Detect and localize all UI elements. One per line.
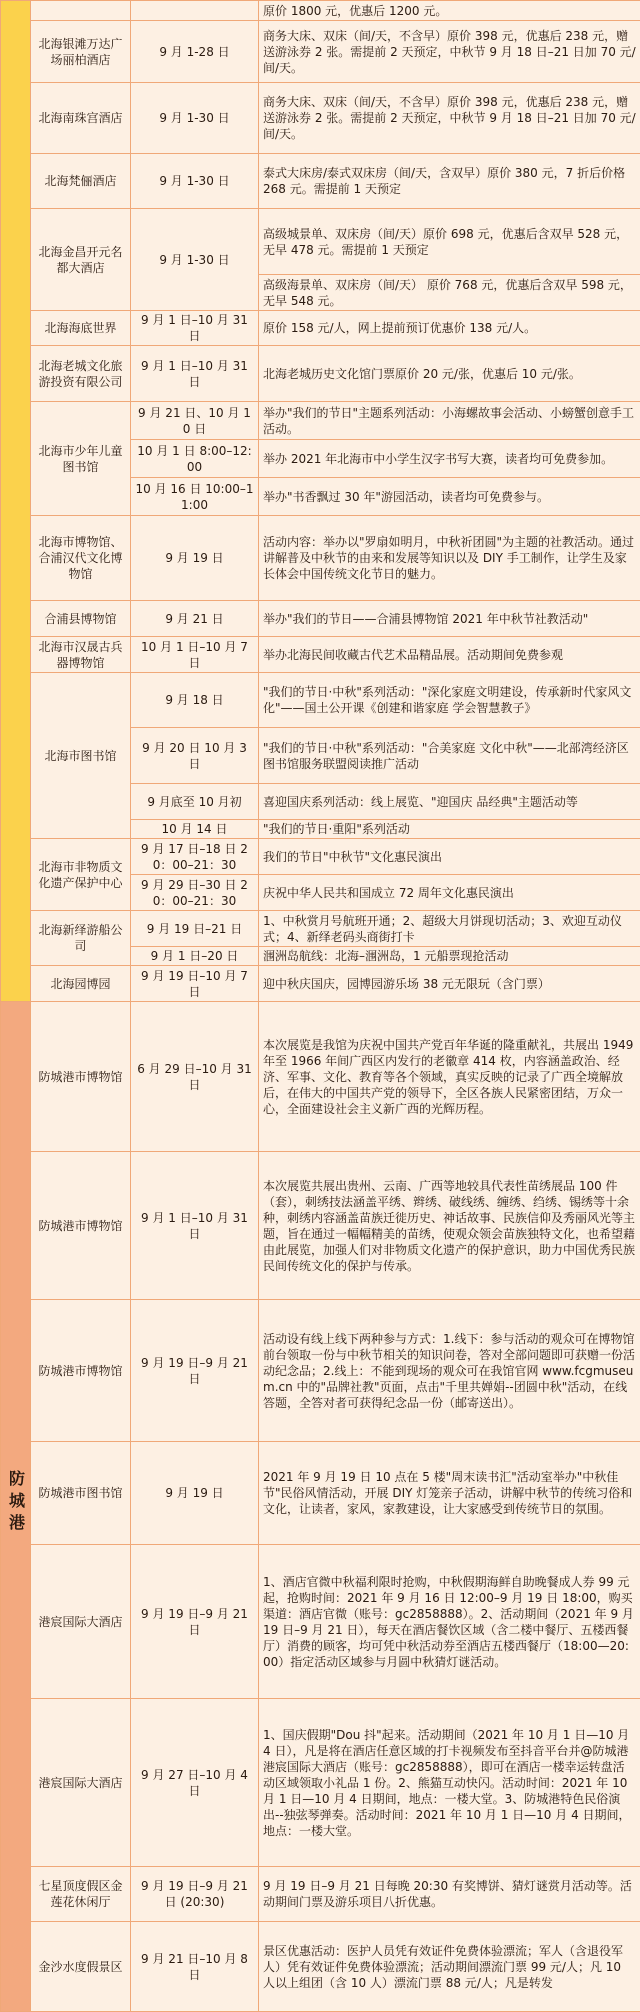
table-row — [1, 1442, 640, 1545]
venue-cell: 北海市汉晟古兵器博物馆 — [31, 637, 131, 673]
venue-cell: 北海市图书馆 — [31, 673, 131, 839]
desc-cell: 活动设有线上线下两种参与方式：1.线下：参与活动的观众可在博物馆前台领取一份与中秋节相关的知识问卷，答对全部问题即可获赠一份活动纪念品；2.线上：不能到现场的观众可在我馆官网 www.fcgmuseum.cn 中的"品牌社教"页面，点击"千里共婵娟--团圆中秋"活动，在线答题，全答对者可获得纪念品一份（邮寄送出）。 — [259, 1300, 640, 1442]
venue-cell: 七星顶度假区金莲花休闲厅 — [31, 1867, 131, 1922]
date-cell: 10 月 1 日–10 月 7 日 — [131, 637, 259, 673]
desc-cell: 高级城景单、双床房（间/天）原价 698 元，优惠后含双早 528 元，无早 478 元。需提前 1 天预定 — [259, 209, 640, 275]
desc-cell: 举办北海民间收藏古代艺术品精品展。活动期间免费参观 — [259, 637, 640, 673]
desc-cell: 举办"我们的节日"主题系列活动：小海螺故事会活动、小螃蟹创意手工活动。 — [259, 402, 640, 440]
table-row — [1, 1699, 640, 1867]
venue-cell: 金沙水度假景区 — [31, 1922, 131, 2012]
desc-cell: 高级海景单、双床房（间/天） 原价 768 元，优惠后含双早 598 元，无早 548 元。 — [259, 275, 640, 311]
venue-cell — [31, 1, 131, 21]
date-cell: 9 月 27 日–10 月 4 日 — [131, 1699, 259, 1867]
venue-cell: 北海市博物馆、合浦汉代文化博物馆 — [31, 516, 131, 601]
table-row — [1, 966, 640, 1002]
table-row — [1, 1867, 640, 1922]
desc-cell: 庆祝中华人民共和国成立 72 周年文化惠民演出 — [259, 875, 640, 911]
desc-cell: 我们的节日"中秋节"文化惠民演出 — [259, 839, 640, 875]
date-cell: 9 月 19 日–21 日 — [131, 911, 259, 947]
date-cell: 9 月 21 日 — [131, 601, 259, 637]
venue-cell: 合浦县博物馆 — [31, 601, 131, 637]
date-cell: 9 月 19 日 — [131, 1442, 259, 1545]
date-cell: 9 月 1 日–10 月 31 日 — [131, 1152, 259, 1300]
desc-cell: 北海老城历史文化馆门票原价 20 元/张，优惠后 10 元/张。 — [259, 346, 640, 402]
desc-cell: 2021 年 9 月 19 日 10 点在 5 楼"周末读书汇"活动室举办"中秋佳节"民俗风情活动，开展 DIY 灯笼亲子活动，讲解中秋节的传统习俗和文化，让读者，家风，家教建设，让大家感受到传统节日的氛围。 — [259, 1442, 640, 1545]
date-cell: 9 月 17 日–18 日 20：00–21：30 — [131, 839, 259, 875]
date-cell: 9 月 29 日–30 日 20：00–21：30 — [131, 875, 259, 911]
date-cell: 9 月 21 日、10 月 10 日 — [131, 402, 259, 440]
venue-cell: 防城港市博物馆 — [31, 1300, 131, 1442]
date-cell: 9 月 19 日–10 月 7 日 — [131, 966, 259, 1002]
venue-cell: 港宸国际大酒店 — [31, 1699, 131, 1867]
date-cell — [131, 1, 259, 21]
table-row — [1, 911, 640, 947]
desc-cell: 本次展览共展出贵州、云南、广西等地较具代表性苗绣展品 100 件（套），刺绣技法涵盖平绣、辫绣、破线绣、缠绣、绉绣、锡绣等十余种，刺绣内容涵盖苗族迁徙历史、神话故事、民族信仰及秀丽风光等主题，旨在通过一幅幅精美的苗绣，使观众领会苗族独特文化，也希望藉由此展览，加强人们对非物质文化遗产的保护意识，助力中国优秀民族民间传统文化的保护与传承。 — [259, 1152, 640, 1300]
desc-cell: 商务大床、双床（间/天，不含早）原价 398 元，优惠后 238 元，赠送游泳券 2 张。需提前 2 天预定，中秋节 9 月 18 日–21 日加 70 元/间/天。 — [259, 21, 640, 83]
table-row — [1, 402, 640, 440]
table-row — [1, 346, 640, 402]
desc-cell: 9 月 19 日–9 月 21 日每晚 20:30 有奖博饼、猜灯谜赏月活动等。活动期间门票及游乐项目八折优惠。 — [259, 1867, 640, 1922]
venue-cell: 港宸国际大酒店 — [31, 1545, 131, 1699]
desc-cell: 本次展览是我馆为庆祝中国共产党百年华诞的隆重献礼，共展出 1949 年至 1966 年间广西区内发行的老徽章 414 枚，内容涵盖政治、经济、军事、文化、教育等各个领域，真实反映的记录了广西全境解放后，在伟大的中国共产党的领导下，全区各族人民紧密团结，万众一心，全面建设社会主义新广西的光辉历程。 — [259, 1002, 640, 1152]
venue-cell: 北海金昌开元名都大酒店 — [31, 209, 131, 311]
venue-cell: 北海新绎游船公司 — [31, 911, 131, 966]
table-row — [1, 637, 640, 673]
date-cell: 9 月 19 日–9 月 21 日 — [131, 1300, 259, 1442]
date-cell: 9 月 1 日–10 月 31 日 — [131, 346, 259, 402]
date-cell: 9 月 18 日 — [131, 673, 259, 728]
desc-cell: 1、酒店官微中秋福利限时抢购，中秋假期海鲜自助晚餐成人券 99 元起，抢购时间：2021 年 9 月 16 日 12:00–9 月 19 日 18:00，购买渠道：酒店官微（账号：gc2858888）。2、活动期间（2021 年 9 月 19 日–9 月 21 日），每天在酒店餐饮区域（含二楼中餐厅、五楼西餐厅）消费的顾客，均可凭中秋活动券至酒店五楼西餐厅（18:00—20:00）指定活动区域参与月圆中秋猜灯谜活动。 — [259, 1545, 640, 1699]
table-row — [1, 1300, 640, 1442]
desc-cell: "我们的节日·中秋"系列活动："深化家庭文明建设，传承新时代家风文化"——国土公开课《创建和谐家庭 学会智慧教子》 — [259, 673, 640, 728]
table-row — [1, 1152, 640, 1300]
date-cell: 10 月 14 日 — [131, 820, 259, 839]
desc-cell: 泰式大床房/泰式双床房（间/天，含双早）原价 380 元，7 折后价格 268 元。需提前 1 天预定 — [259, 154, 640, 209]
venue-cell: 北海市非物质文化遗产保护中心 — [31, 839, 131, 911]
desc-cell: 1、中秋赏月号航班开通；2、超级大月饼现切活动；3、欢迎互动仪式；4、新绎老码头商街打卡 — [259, 911, 640, 947]
venue-cell: 北海市少年儿童图书馆 — [31, 402, 131, 516]
date-cell: 10 月 16 日 10:00–11:00 — [131, 478, 259, 516]
date-cell: 9 月 19 日–9 月 21 日 — [131, 1545, 259, 1699]
date-cell: 9 月底至 10 月初 — [131, 784, 259, 820]
table-row — [1, 21, 640, 83]
table-row — [1, 1, 640, 21]
venue-cell: 防城港市博物馆 — [31, 1152, 131, 1300]
desc-cell: 商务大床、双床（间/天，不含早）原价 398 元，优惠后 238 元，赠送游泳券 2 张。需提前 2 天预定，中秋节 9 月 18 日–21 日加 70 元/间/天。 — [259, 83, 640, 154]
date-cell: 6 月 29 日–10 月 31 日 — [131, 1002, 259, 1152]
desc-cell: 举办"书香飘过 30 年"游园活动，读者均可免费参与。 — [259, 478, 640, 516]
date-cell: 9 月 21 日–10 月 8 日 — [131, 1922, 259, 2012]
date-cell: 9 月 19 日 — [131, 516, 259, 601]
region-label: 防城港 — [4, 1470, 28, 1536]
region-cell-fangchenggang — [1, 1002, 31, 2012]
date-cell: 9 月 1-30 日 — [131, 154, 259, 209]
date-cell: 9 月 1-28 日 — [131, 21, 259, 83]
desc-cell: 喜迎国庆系列活动：线上展览、"迎国庆 品经典"主题活动等 — [259, 784, 640, 820]
desc-cell: 原价 158 元/人，网上提前预订优惠价 138 元/人。 — [259, 311, 640, 346]
desc-cell: 涠洲岛航线：北海–涠洲岛，1 元船票现抢活动 — [259, 947, 640, 966]
venue-cell: 北海梵俪酒店 — [31, 154, 131, 209]
date-cell: 9 月 19 日–9 月 21 日 (20:30) — [131, 1867, 259, 1922]
venue-cell: 北海南珠宫酒店 — [31, 83, 131, 154]
desc-cell: 1、国庆假期"Dou 抖"起来。活动期间（2021 年 10 月 1 日—10 月 4 日），凡是将在酒店任意区域的打卡视频发布至抖音平台并@防城港港宸国际大酒店（账号：gc2858888），即可在酒店一楼幸运转盘活动区域领取小礼品 1 份。2、熊猫互动快闪。活动时间：2021 年 10 月 1 日—10 月 4 日期间，地点：一楼大堂。3、防城港特色民俗演出--独弦琴弹奏。活动时间：2021 年 10 月 1 日—10 月 4 日期间，地点：一楼大堂。 — [259, 1699, 640, 1867]
date-cell: 9 月 20 日 10 月 3 日 — [131, 728, 259, 784]
desc-cell: 举办"我们的节日——合浦县博物馆 2021 年中秋节社教活动" — [259, 601, 640, 637]
table-row — [1, 209, 640, 275]
desc-cell: 景区优惠活动：医护人员凭有效证件免费体验漂流；军人（含退役军人）凭有效证件免费体验漂流；活动期间漂流门票 99 元/人；凡 10 人以上组团（含 10 人）漂流门票 88 元/人；凡是转发 — [259, 1922, 640, 2012]
table-row — [1, 839, 640, 875]
date-cell: 10 月 1 日 8:00–12:00 — [131, 440, 259, 478]
desc-cell: 原价 1800 元，优惠后 1200 元。 — [259, 1, 640, 21]
venue-cell: 北海老城文化旅游投资有限公司 — [31, 346, 131, 402]
region-cell-beihai — [1, 1, 31, 1002]
venue-cell: 北海银滩万达广场丽柏酒店 — [31, 21, 131, 83]
desc-cell: 举办 2021 年北海市中小学生汉字书写大赛，读者均可免费参加。 — [259, 440, 640, 478]
table-row — [1, 154, 640, 209]
table-row — [1, 516, 640, 601]
date-cell: 9 月 1 日–10 月 31 日 — [131, 311, 259, 346]
venue-cell: 北海园博园 — [31, 966, 131, 1002]
table-row — [1, 311, 640, 346]
table-row — [1, 83, 640, 154]
venue-cell: 北海海底世界 — [31, 311, 131, 346]
date-cell: 9 月 1-30 日 — [131, 209, 259, 311]
venue-cell: 防城港市博物馆 — [31, 1002, 131, 1152]
table-row — [1, 1545, 640, 1699]
desc-cell: 迎中秋庆国庆，园博园游乐场 38 元无限玩（含门票） — [259, 966, 640, 1002]
date-cell: 9 月 1 日–20 日 — [131, 947, 259, 966]
table-row — [1, 673, 640, 728]
date-cell: 9 月 1-30 日 — [131, 83, 259, 154]
desc-cell: "我们的节日·中秋"系列活动："合美家庭 文化中秋"——北部湾经济区图书馆服务联盟阅读推广活动 — [259, 728, 640, 784]
table-row — [1, 1002, 640, 1152]
table-row — [1, 601, 640, 637]
desc-cell: "我们的节日·重阳"系列活动 — [259, 820, 640, 839]
table-row — [1, 1922, 640, 2012]
venue-cell: 防城港市图书馆 — [31, 1442, 131, 1545]
desc-cell: 活动内容：举办以"罗扇如明月，中秋祈团圆"为主题的社教活动。通过讲解普及中秋节的由来和发展等知识以及 DIY 手工制作，让学生及家长体会中国传统文化节日的魅力。 — [259, 516, 640, 601]
